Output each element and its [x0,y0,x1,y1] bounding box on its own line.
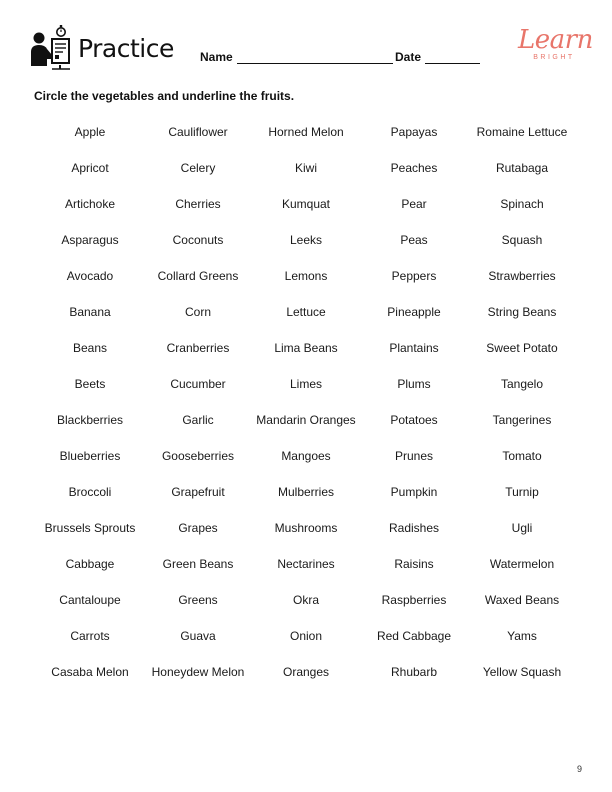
word-item[interactable]: Tangerines [492,413,552,427]
word-item[interactable]: Greens [178,593,218,607]
word-item[interactable]: Kiwi [294,161,317,175]
word-item[interactable]: Papayas [390,125,438,139]
word-column-1 [36,123,144,699]
word-item[interactable]: Sweet Potato [486,341,558,355]
word-item[interactable]: Cucumber [170,377,226,391]
word-item[interactable]: Kumquat [281,197,331,211]
word-item[interactable]: Yellow Squash [482,665,562,679]
word-item[interactable]: Limes [289,377,322,391]
logo-subtitle: BRIGHT [533,54,575,61]
word-item[interactable]: Grapefruit [171,485,225,499]
word-item[interactable]: Collard Greens [157,269,239,283]
word-column-2 [144,123,252,699]
word-item[interactable]: Celery [180,161,216,175]
word-item[interactable]: Peppers [391,269,437,283]
teacher-presenting-icon [30,24,72,70]
word-column-3 [252,123,360,699]
word-item[interactable]: Cabbage [65,557,115,571]
word-item[interactable]: Grapes [178,521,218,535]
word-item[interactable]: Lettuce [286,305,326,319]
word-item[interactable]: Waxed Beans [484,593,560,607]
word-item[interactable]: Gooseberries [161,449,235,463]
word-item[interactable]: Plantains [389,341,439,355]
word-item[interactable]: Okra [292,593,319,607]
word-item[interactable]: Garlic [182,413,214,427]
word-item[interactable]: Watermelon [489,557,555,571]
word-item[interactable]: Peaches [390,161,438,175]
instructions: Circle the vegetables and underline the fruits. [34,89,295,103]
word-item[interactable]: Nectarines [277,557,335,571]
word-item[interactable]: Spinach [500,197,544,211]
word-item[interactable]: Avocado [66,269,114,283]
word-item[interactable]: Asparagus [61,233,119,247]
word-item[interactable]: String Beans [487,305,557,319]
word-item[interactable]: Leeks [289,233,323,247]
word-item[interactable]: Potatoes [390,413,438,427]
word-item[interactable]: Rutabaga [495,161,549,175]
word-item[interactable]: Blackberries [56,413,124,427]
word-item[interactable]: Onion [289,629,323,643]
word-item[interactable]: Romaine Lettuce [476,125,568,139]
word-item[interactable]: Carrots [70,629,110,643]
name-blank-line[interactable] [237,52,393,64]
word-item[interactable]: Pineapple [387,305,441,319]
word-item[interactable]: Mandarin Oranges [256,413,356,427]
name-field[interactable] [200,50,393,64]
word-item[interactable]: Peas [400,233,428,247]
learn-bright-logo [518,25,593,66]
word-item[interactable]: Cauliflower [168,125,228,139]
word-item[interactable]: Radishes [388,521,440,535]
word-item[interactable]: Tomato [502,449,542,463]
word-item[interactable]: Mushrooms [274,521,338,535]
word-item[interactable]: Cherries [175,197,221,211]
word-item[interactable]: Tangelo [500,377,544,391]
word-item[interactable]: Apple [74,125,106,139]
word-item[interactable]: Honeydew Melon [151,665,245,679]
word-item[interactable]: Brussels Sprouts [44,521,136,535]
word-item[interactable]: Cantaloupe [59,593,121,607]
word-item[interactable]: Turnip [505,485,539,499]
word-item[interactable]: Broccoli [68,485,112,499]
word-item[interactable]: Coconuts [172,233,224,247]
word-item[interactable]: Red Cabbage [376,629,452,643]
word-item[interactable]: Ugli [511,521,533,535]
word-item[interactable]: Oranges [282,665,330,679]
word-item[interactable]: Blueberries [59,449,121,463]
word-item[interactable]: Raisins [394,557,434,571]
word-item[interactable]: Cranberries [166,341,230,355]
word-item[interactable]: Strawberries [488,269,556,283]
word-item[interactable]: Green Beans [162,557,234,571]
word-item[interactable]: Squash [501,233,543,247]
word-item[interactable]: Mulberries [277,485,334,499]
logo-wordmark: Learn [518,25,593,55]
date-blank-line[interactable] [425,52,480,64]
word-item[interactable]: Banana [69,305,111,319]
section-title: Practice [78,34,174,63]
word-item[interactable]: Beets [74,377,106,391]
word-item[interactable]: Pear [401,197,427,211]
page-number: 9 [577,764,583,774]
word-item[interactable]: Rhubarb [390,665,438,679]
word-item[interactable]: Pumpkin [390,485,438,499]
word-item[interactable]: Casaba Melon [51,665,129,679]
word-item[interactable]: Raspberries [381,593,447,607]
date-field[interactable] [395,50,480,64]
word-item[interactable]: Horned Melon [268,125,344,139]
word-item[interactable]: Apricot [71,161,109,175]
word-item[interactable]: Plums [397,377,431,391]
word-column-4 [360,123,468,699]
word-item[interactable]: Guava [180,629,216,643]
word-item[interactable]: Mangoes [281,449,331,463]
word-column-5 [468,123,576,699]
word-item[interactable]: Yams [507,629,537,643]
word-item[interactable]: Beans [72,341,108,355]
date-label: Date [395,50,422,64]
worksheet-header [0,0,612,80]
word-item[interactable]: Corn [184,305,211,319]
word-item[interactable]: Artichoke [64,197,116,211]
word-item[interactable]: Lima Beans [274,341,338,355]
name-label: Name [200,50,233,64]
word-item[interactable]: Lemons [284,269,328,283]
word-item[interactable]: Prunes [394,449,434,463]
